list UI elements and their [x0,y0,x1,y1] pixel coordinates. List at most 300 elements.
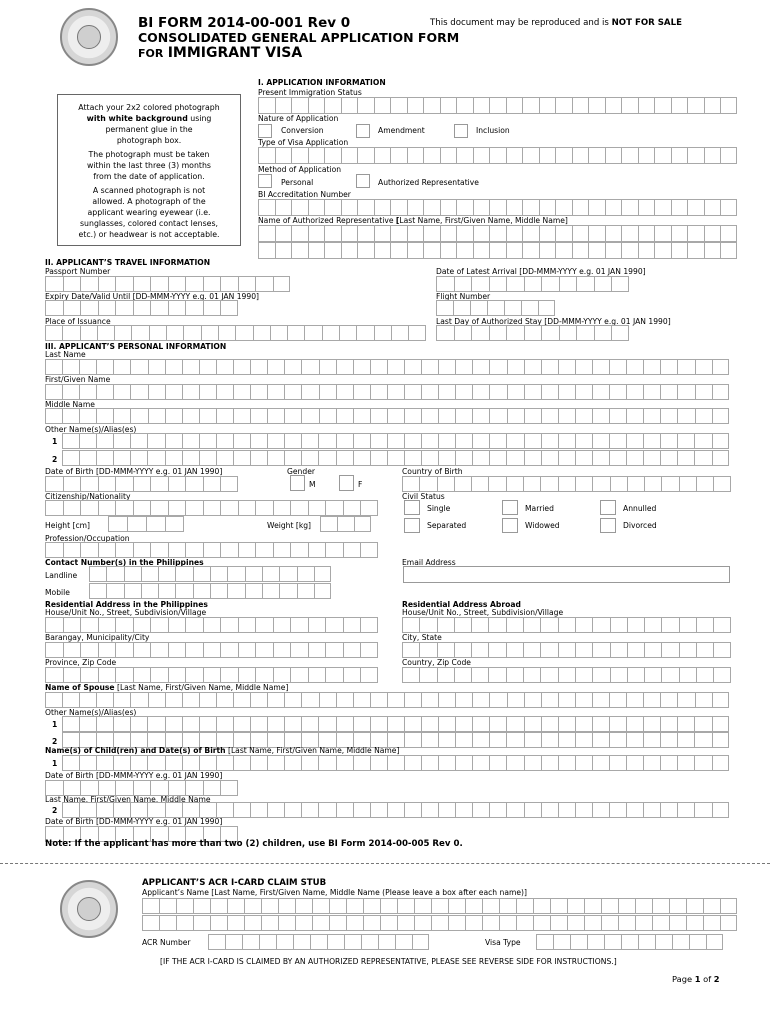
char-box[interactable] [404,359,421,375]
char-box[interactable] [644,617,661,633]
char-box[interactable] [233,433,250,449]
char-box[interactable] [638,225,655,242]
char-box[interactable] [677,450,694,466]
char-box[interactable] [168,276,186,292]
char-box[interactable] [626,732,643,748]
char-box[interactable] [199,755,216,771]
char-box[interactable] [604,934,621,950]
char-box[interactable] [644,476,661,492]
char-box[interactable] [96,802,113,818]
char-box[interactable] [233,384,250,400]
char-box[interactable] [539,97,556,114]
char-box[interactable] [712,433,729,449]
char-box[interactable] [473,242,490,259]
char-box[interactable] [524,755,541,771]
char-box[interactable] [558,617,575,633]
char-box[interactable] [343,642,361,658]
char-box[interactable] [677,692,694,708]
char-box[interactable] [489,225,506,242]
char-box[interactable] [605,199,622,216]
char-box[interactable] [713,667,730,683]
char-box[interactable] [216,755,233,771]
char-box[interactable] [387,802,404,818]
char-box[interactable] [168,780,186,796]
char-box[interactable] [308,199,325,216]
char-box[interactable] [550,915,567,931]
char-box[interactable] [267,692,284,708]
char-box[interactable] [592,642,609,658]
char-box[interactable] [79,802,96,818]
char-box[interactable] [261,898,278,914]
char-box[interactable] [387,384,404,400]
char-box[interactable] [360,500,378,516]
char-box[interactable] [407,97,424,114]
char-box[interactable] [374,97,391,114]
char-box[interactable] [618,915,635,931]
char-box[interactable] [404,408,421,424]
char-box[interactable] [689,934,706,950]
char-box[interactable] [336,384,353,400]
char-box[interactable] [390,225,407,242]
char-box[interactable] [130,433,147,449]
char-box[interactable] [609,755,626,771]
char-box[interactable] [524,802,541,818]
char-box[interactable] [448,915,465,931]
char-box[interactable] [588,147,605,164]
char-box[interactable] [575,359,592,375]
char-box[interactable] [407,225,424,242]
char-box[interactable] [555,242,572,259]
char-box[interactable] [63,642,81,658]
char-box[interactable] [165,408,182,424]
char-box[interactable] [694,755,711,771]
char-box[interactable] [644,642,661,658]
char-box[interactable] [440,199,457,216]
char-box[interactable] [524,359,541,375]
char-box[interactable] [638,147,655,164]
char-box[interactable] [165,433,182,449]
char-box[interactable] [558,802,575,818]
char-box[interactable] [148,359,165,375]
char-box[interactable] [412,934,429,950]
char-box[interactable] [407,147,424,164]
char-box[interactable] [696,667,713,683]
char-box[interactable] [176,898,193,914]
char-box[interactable] [572,199,589,216]
char-box[interactable] [538,300,555,316]
char-box[interactable] [455,384,472,400]
char-box[interactable] [609,450,626,466]
char-box[interactable] [346,915,363,931]
char-box[interactable] [671,97,688,114]
char-box[interactable] [438,384,455,400]
char-box[interactable] [558,732,575,748]
char-box[interactable] [165,755,182,771]
char-box[interactable] [106,566,123,582]
char-box[interactable] [592,802,609,818]
char-box[interactable] [567,915,584,931]
char-box[interactable] [98,780,116,796]
char-box[interactable] [133,642,151,658]
char-box[interactable] [609,408,626,424]
char-box[interactable] [694,450,711,466]
char-box[interactable] [471,325,489,341]
char-box[interactable] [660,732,677,748]
char-box[interactable] [148,408,165,424]
char-box[interactable] [150,300,168,316]
char-box[interactable] [654,199,671,216]
house-ph-input[interactable] [45,617,378,633]
char-box[interactable] [220,780,238,796]
char-box[interactable] [203,542,221,558]
char-box[interactable] [314,566,331,582]
char-box[interactable] [387,450,404,466]
char-box[interactable] [472,755,489,771]
char-box[interactable] [290,500,308,516]
acr-input[interactable] [208,934,429,950]
char-box[interactable] [524,384,541,400]
char-box[interactable] [575,642,592,658]
bi-accred-input[interactable] [258,199,737,216]
widowed-checkbox[interactable] [502,518,518,533]
char-box[interactable] [130,716,147,732]
char-box[interactable] [203,300,221,316]
char-box[interactable] [182,692,199,708]
char-box[interactable] [567,898,584,914]
char-box[interactable] [507,384,524,400]
expiry-input[interactable] [45,300,238,316]
char-box[interactable] [308,242,325,259]
mobile-input[interactable] [89,583,331,599]
char-box[interactable] [592,408,609,424]
char-box[interactable] [489,384,506,400]
char-box[interactable] [473,97,490,114]
single-checkbox[interactable] [404,500,420,515]
char-box[interactable] [643,692,660,708]
char-box[interactable] [98,667,116,683]
char-box[interactable] [404,692,421,708]
char-box[interactable] [489,732,506,748]
char-box[interactable] [258,199,275,216]
char-box[interactable] [539,242,556,259]
char-box[interactable] [147,433,164,449]
char-box[interactable] [695,692,712,708]
char-box[interactable] [677,732,694,748]
char-box[interactable] [273,642,291,658]
char-box[interactable] [255,642,273,658]
char-box[interactable] [695,384,712,400]
char-box[interactable] [660,450,677,466]
type-visa-input[interactable] [258,147,737,164]
char-box[interactable] [448,898,465,914]
char-box[interactable] [720,242,737,259]
char-box[interactable] [652,898,669,914]
char-box[interactable] [489,97,506,114]
char-box[interactable] [397,915,414,931]
char-box[interactable] [677,433,694,449]
char-box[interactable] [455,408,472,424]
char-box[interactable] [374,325,391,341]
char-box[interactable] [558,716,575,732]
char-box[interactable] [115,780,133,796]
char-box[interactable] [166,325,183,341]
other-name-input-1[interactable] [62,433,729,449]
char-box[interactable] [575,450,592,466]
char-box[interactable] [290,617,308,633]
char-box[interactable] [290,642,308,658]
char-box[interactable] [98,642,116,658]
char-box[interactable] [185,300,203,316]
char-box[interactable] [438,732,455,748]
char-box[interactable] [267,433,284,449]
char-box[interactable] [150,617,168,633]
char-box[interactable] [353,450,370,466]
char-box[interactable] [402,476,419,492]
char-box[interactable] [291,199,308,216]
char-box[interactable] [594,325,612,341]
char-box[interactable] [587,934,604,950]
char-box[interactable] [108,516,127,532]
char-box[interactable] [165,692,182,708]
char-box[interactable] [472,384,489,400]
char-box[interactable] [199,450,216,466]
char-box[interactable] [489,325,507,341]
char-box[interactable] [159,898,176,914]
char-box[interactable] [395,934,412,950]
char-box[interactable] [308,667,326,683]
char-box[interactable] [419,476,436,492]
char-box[interactable] [131,325,148,341]
char-box[interactable] [695,408,712,424]
char-box[interactable] [440,242,457,259]
auth-rep-name-input-2[interactable] [258,242,737,259]
char-box[interactable] [183,325,200,341]
char-box[interactable] [704,242,721,259]
char-box[interactable] [182,802,199,818]
char-box[interactable] [233,802,250,818]
char-box[interactable] [63,780,81,796]
char-box[interactable] [324,242,341,259]
char-box[interactable] [324,97,341,114]
char-box[interactable] [275,199,292,216]
char-box[interactable] [421,716,438,732]
char-box[interactable] [438,433,455,449]
char-box[interactable] [472,433,489,449]
char-box[interactable] [404,716,421,732]
char-box[interactable] [370,692,387,708]
char-box[interactable] [572,225,589,242]
char-box[interactable] [437,667,454,683]
char-box[interactable] [677,802,694,818]
char-box[interactable] [471,667,488,683]
char-box[interactable] [575,433,592,449]
char-box[interactable] [284,692,301,708]
char-box[interactable] [284,384,301,400]
char-box[interactable] [404,384,421,400]
char-box[interactable] [524,732,541,748]
char-box[interactable] [238,542,256,558]
char-box[interactable] [499,915,516,931]
char-box[interactable] [203,780,221,796]
char-box[interactable] [694,732,711,748]
char-box[interactable] [45,500,63,516]
char-box[interactable] [523,667,540,683]
char-box[interactable] [374,199,391,216]
char-box[interactable] [301,450,318,466]
char-box[interactable] [275,147,292,164]
char-box[interactable] [489,408,506,424]
char-box[interactable] [284,716,301,732]
char-box[interactable] [127,516,146,532]
char-box[interactable] [210,566,227,582]
stub-name-input-1[interactable] [142,898,737,914]
char-box[interactable] [98,276,116,292]
char-box[interactable] [275,97,292,114]
char-box[interactable] [133,300,151,316]
char-box[interactable] [242,934,259,950]
country-birth-input[interactable] [402,476,731,492]
char-box[interactable] [643,359,660,375]
char-box[interactable] [284,802,301,818]
char-box[interactable] [696,642,713,658]
char-box[interactable] [472,692,489,708]
char-box[interactable] [325,642,343,658]
char-box[interactable] [63,667,81,683]
char-box[interactable] [147,716,164,732]
char-box[interactable] [677,384,694,400]
landline-input[interactable] [89,566,331,582]
char-box[interactable] [250,802,267,818]
char-box[interactable] [454,667,471,683]
char-box[interactable] [507,692,524,708]
char-box[interactable] [522,199,539,216]
char-box[interactable] [267,384,284,400]
char-box[interactable] [318,755,335,771]
char-box[interactable] [660,408,677,424]
char-box[interactable] [357,242,374,259]
char-box[interactable] [165,802,182,818]
char-box[interactable] [80,667,98,683]
char-box[interactable] [455,716,472,732]
char-box[interactable] [390,147,407,164]
dob-input[interactable] [45,476,238,492]
char-box[interactable] [336,716,353,732]
char-box[interactable] [387,408,404,424]
char-box[interactable] [258,242,275,259]
char-box[interactable] [115,542,133,558]
last-day-input[interactable] [436,325,629,341]
char-box[interactable] [654,225,671,242]
char-box[interactable] [325,667,343,683]
char-box[interactable] [233,408,250,424]
char-box[interactable] [380,915,397,931]
char-box[interactable] [216,384,233,400]
char-box[interactable] [279,566,296,582]
char-box[interactable] [210,915,227,931]
country-zip-input[interactable] [402,667,731,683]
char-box[interactable] [273,617,291,633]
char-box[interactable] [404,732,421,748]
char-box[interactable] [250,359,267,375]
char-box[interactable] [295,915,312,931]
char-box[interactable] [185,642,203,658]
char-box[interactable] [165,716,182,732]
char-box[interactable] [635,915,652,931]
char-box[interactable] [147,450,164,466]
char-box[interactable] [62,692,79,708]
char-box[interactable] [353,384,370,400]
char-box[interactable] [182,450,199,466]
char-box[interactable] [203,617,221,633]
char-box[interactable] [643,384,660,400]
char-box[interactable] [516,898,533,914]
char-box[interactable] [238,667,256,683]
char-box[interactable] [370,384,387,400]
char-box[interactable] [250,692,267,708]
char-box[interactable] [456,199,473,216]
char-box[interactable] [522,147,539,164]
char-box[interactable] [387,755,404,771]
flight-input[interactable] [436,300,555,316]
char-box[interactable] [592,667,609,683]
char-box[interactable] [575,476,592,492]
char-box[interactable] [336,802,353,818]
char-box[interactable] [113,450,130,466]
char-box[interactable] [149,325,166,341]
province-input[interactable] [45,667,378,683]
char-box[interactable] [245,583,262,599]
char-box[interactable] [523,617,540,633]
char-box[interactable] [308,97,325,114]
char-box[interactable] [62,408,79,424]
char-box[interactable] [45,276,63,292]
char-box[interactable] [652,915,669,931]
char-box[interactable] [575,802,592,818]
char-box[interactable] [308,617,326,633]
char-box[interactable] [220,276,238,292]
char-box[interactable] [318,450,335,466]
char-box[interactable] [115,617,133,633]
char-box[interactable] [96,408,113,424]
char-box[interactable] [297,583,314,599]
char-box[interactable] [626,433,643,449]
char-box[interactable] [301,755,318,771]
char-box[interactable] [671,199,688,216]
char-box[interactable] [374,225,391,242]
char-box[interactable] [62,384,79,400]
char-box[interactable] [703,915,720,931]
char-box[interactable] [96,692,113,708]
char-box[interactable] [301,802,318,818]
char-box[interactable] [113,408,130,424]
char-box[interactable] [250,716,267,732]
char-box[interactable] [660,802,677,818]
char-box[interactable] [255,667,273,683]
char-box[interactable] [609,716,626,732]
char-box[interactable] [227,566,244,582]
char-box[interactable] [488,667,505,683]
char-box[interactable] [45,692,62,708]
char-box[interactable] [669,915,686,931]
char-box[interactable] [720,225,737,242]
char-box[interactable] [320,516,337,532]
char-box[interactable] [150,500,168,516]
char-box[interactable] [679,617,696,633]
char-box[interactable] [312,915,329,931]
auth-rep-checkbox[interactable] [356,174,370,188]
char-box[interactable] [541,325,559,341]
char-box[interactable] [506,732,523,748]
